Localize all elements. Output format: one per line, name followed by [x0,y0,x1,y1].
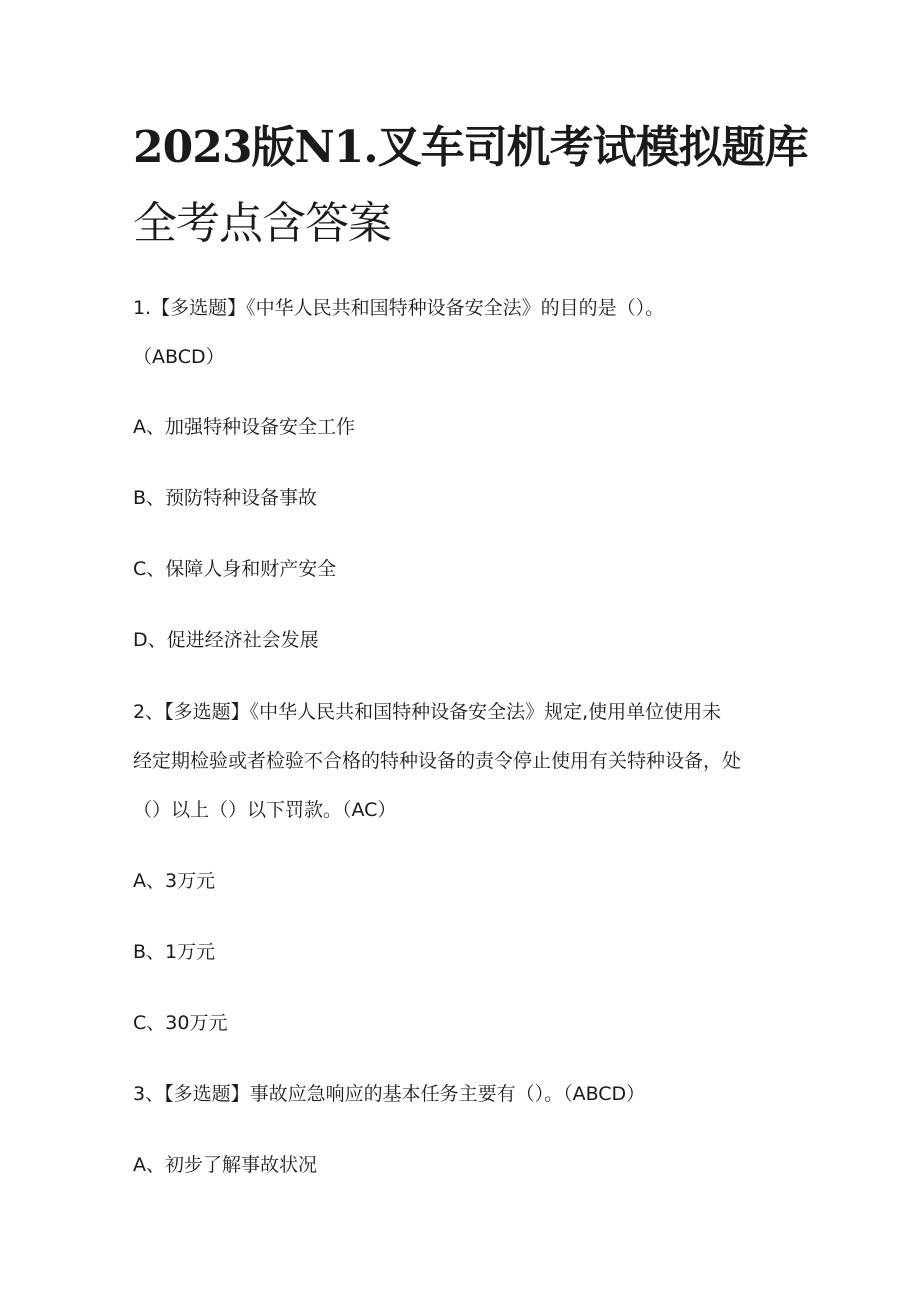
question-2-text-line-2: 经定期检验或者检验不合格的特种设备的责令停止使用有关特种设备，处 [133,750,742,772]
question-2-text-line-1: 2、【多选题】《中华人民共和国特种设备安全法》规定,使用单位使用未 [133,701,722,723]
document-title-line-1: 2023版N1.叉车司机考试模拟题库 [133,122,808,173]
question-2-option-b: B、1万元 [133,941,216,963]
question-1-option-c: C、保障人身和财产安全 [133,558,337,580]
question-2-option-a: A、3万元 [133,870,216,892]
question-2-text-line-3: （）以上（）以下罚款。（AC） [133,799,397,821]
question-2-option-c: C、30万元 [133,1012,228,1034]
document-title-line-2: 全考点含答案 [133,198,391,249]
question-1-answer: （ABCD） [133,346,225,368]
question-1-option-d: D、促进经济社会发展 [133,629,319,651]
question-1-text: 1.【多选题】《中华人民共和国特种设备安全法》的目的是（）。 [133,297,665,319]
question-1-option-b: B、预防特种设备事故 [133,487,318,509]
question-1-option-a: A、加强特种设备安全工作 [133,416,355,438]
question-3-option-a: A、初步了解事故状况 [133,1154,317,1176]
question-3-text: 3、【多选题】事故应急响应的基本任务主要有（）。（ABCD） [133,1083,646,1105]
